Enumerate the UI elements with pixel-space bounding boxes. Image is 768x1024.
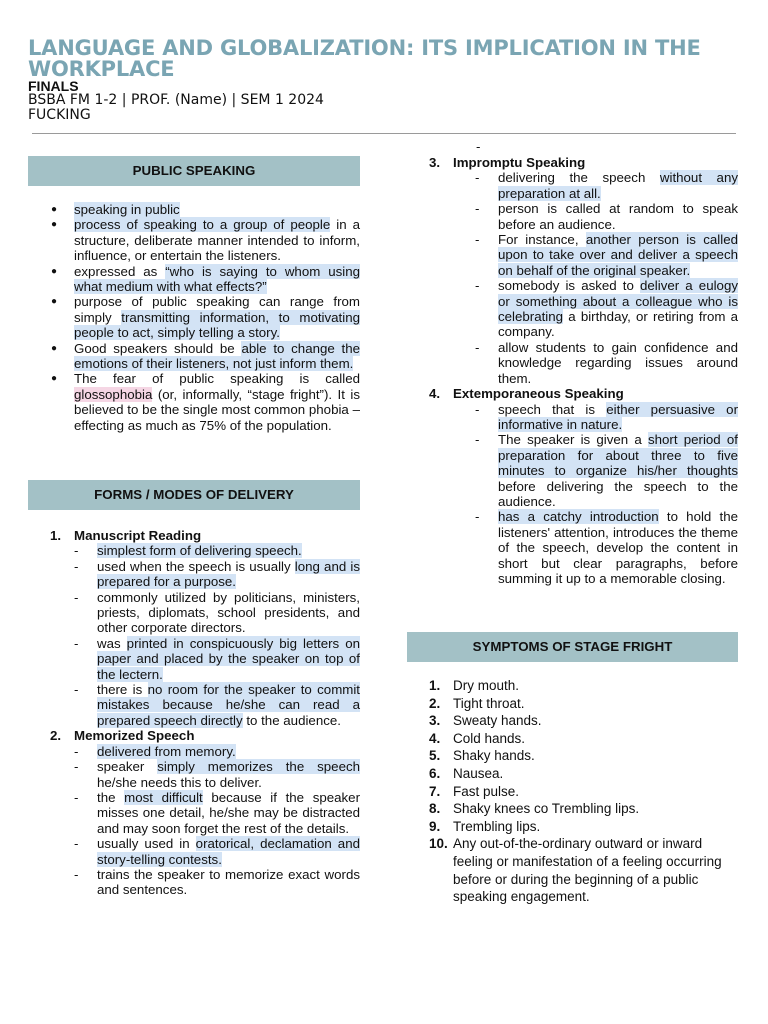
list-item: 7. Fast pulse. bbox=[429, 783, 520, 799]
list-item: 4. Cold hands. bbox=[429, 730, 526, 746]
sub-item: - commonly utilized by politicians, ministers, priests, diplomats, school presidents, and other corporate directors. bbox=[51, 590, 360, 636]
course-info: BSBA FM 1-2 | PROF. (Name) | SEM 1 2024 bbox=[28, 92, 324, 108]
sub-item: - speaker simply memorizes the speech he/she needs this to deliver. bbox=[51, 759, 360, 790]
list-item-manuscript-reading: 1. Manuscript Reading - simplest form of delivering speech. - used when the speech is usually long and is prepared for a purpose. - commonly utilized by politicians, ministers, priests, diplomats, school presidents, and other corporate directors. - was printed in conspicuously big letters on paper and placed by the speaker on top of the lectern. - there is no room for the speaker to commit mistakes because he/she can read a prepared speech directly to the audience. bbox=[28, 528, 360, 728]
list-item: ● The fear of public speaking is called glossophobia (or, informally, “stage fright”). It is believed to be the single most common phobia – effecting as much as 75% of the population. bbox=[28, 371, 360, 433]
sub-item: - person is called at random to speak before an audience. bbox=[452, 201, 738, 232]
list-item: ● purpose of public speaking can range from simply transmitting information, to motivating people to act, simply telling a story. bbox=[28, 294, 360, 340]
sub-item: - delivered from memory. bbox=[51, 744, 360, 759]
sub-item: - speech that is either persuasive or informative in nature. bbox=[452, 402, 738, 433]
section-header-forms-of-delivery: FORMS / MODES OF DELIVERY bbox=[28, 480, 360, 510]
stray-dash: - bbox=[476, 139, 481, 154]
sub-item: - somebody is asked to deliver a eulogy or something about a colleague who is celebrating a birthday, or retiring from a company. bbox=[452, 278, 738, 340]
sub-item: - allow students to gain confidence and knowledge regarding issues around them. bbox=[452, 340, 738, 386]
list-item: 3. Sweaty hands. bbox=[429, 713, 542, 729]
sub-item: - has a catchy introduction to hold the listeners' attention, introduces the theme of the speech, develop the content in short but clear paragraphs, before summing it up to a memorable closing. bbox=[452, 509, 738, 586]
impromptu-sublist bbox=[452, 170, 738, 386]
list-item: 1. Dry mouth. bbox=[429, 678, 520, 693]
sub-item: - simplest form of delivering speech. bbox=[51, 543, 360, 558]
section-header-public-speaking: PUBLIC SPEAKING bbox=[28, 156, 360, 186]
sub-item: - there is no room for the speaker to commit mistakes because he/she can read a prepared speech directly to the audience. bbox=[51, 682, 360, 728]
list-item: ● speaking in public bbox=[28, 202, 360, 217]
item-title: Impromptu Speaking bbox=[453, 155, 586, 170]
speaking-modes-list bbox=[407, 155, 738, 586]
manuscript-sublist bbox=[51, 543, 360, 728]
exam-label: FINALS bbox=[28, 78, 79, 94]
list-item: 10. Any out-of-the-ordinary outward or inward feeling or manifestation of a feeling occurring before or during the beginning of a public speaking engagement. bbox=[429, 836, 722, 905]
list-item-impromptu-speaking: 3. Impromptu Speaking - delivering the speech without any preparation at all. - person is called at random to speak before an audience. - For instance, another person is called upon to take over and deliver a speech on behalf of the original speaker. - somebody is asked to deliver a eulogy or something about a colleague who is celebrating a birthday, or retiring from a company. - allow students to gain confidence and knowledge regarding issues around them. bbox=[407, 155, 738, 386]
list-item: 5. Shaky hands. bbox=[429, 748, 535, 764]
document-title: LANGUAGE AND GLOBALIZATION: ITS IMPLICATION IN THE WORKPLACE bbox=[28, 36, 701, 81]
list-item: 6. Nausea. bbox=[429, 765, 504, 781]
section-header-symptoms: SYMPTOMS OF STAGE FRIGHT bbox=[407, 632, 738, 662]
item-title: Extemporaneous Speaking bbox=[453, 386, 624, 402]
memorized-sublist bbox=[51, 744, 360, 898]
item-title: Manuscript Reading bbox=[74, 528, 202, 543]
header-divider bbox=[32, 133, 736, 134]
sub-item: - the most difficult because if the speaker misses one detail, he/she may be distracted and may soon forget the rest of the details. bbox=[51, 790, 360, 836]
list-item-memorized-speech: 2. Memorized Speech - delivered from memory. - speaker simply memorizes the speech he/she needs this to deliver. - the most difficult because if the speaker misses one detail, he/she may be distracted and may soon forget the rest of the details. - usually used in oratorical, declamation and story-telling contests. - trains the speaker to memorize exact words and sentences. bbox=[28, 728, 360, 897]
list-item: ● expressed as “who is saying to whom using what medium with what effects?” bbox=[28, 264, 360, 295]
item-title: Memorized Speech bbox=[74, 728, 195, 744]
header-note: FUCKING bbox=[28, 107, 91, 123]
sub-item: - usually used in oratorical, declamation and story-telling contests. bbox=[51, 836, 360, 867]
list-item: 2. Tight throat. bbox=[429, 695, 525, 711]
symptoms-list bbox=[407, 677, 738, 906]
list-item: ● Good speakers should be able to change the emotions of their listeners, not just inform them. bbox=[28, 341, 360, 372]
list-item: 9. Trembling lips. bbox=[429, 818, 541, 834]
sub-item: - used when the speech is usually long and is prepared for a purpose. bbox=[51, 559, 360, 590]
sub-item: - For instance, another person is called upon to take over and deliver a speech on behalf of the original speaker. bbox=[452, 232, 738, 278]
list-item-extemporaneous-speaking: 4. Extemporaneous Speaking - speech that is either persuasive or informative in nature. - The speaker is given a short period of preparation for about three to five minutes to organize his/her thoughts before delivering the speech to the audience. - has a catchy introduction to hold the listeners' attention, introduces the theme of the speech, develop the content in short but clear paragraphs, before summing it up to a memorable closing. bbox=[407, 386, 738, 586]
sub-item: - was printed in conspicuously big letters on paper and placed by the speaker on top of the lectern. bbox=[51, 636, 360, 682]
sub-item: - delivering the speech without any preparation at all. bbox=[452, 170, 738, 201]
forms-list bbox=[28, 528, 360, 898]
extemporaneous-sublist bbox=[452, 402, 738, 587]
glossophobia-term: glossophobia bbox=[74, 386, 153, 402]
sub-item: - trains the speaker to memorize exact words and sentences. bbox=[51, 867, 360, 898]
list-item: 8. Shaky knees co Trembling lips. bbox=[429, 801, 640, 817]
list-item: ● process of speaking to a group of people in a structure, deliberate manner intended to inform, influence, or entertain the listeners. bbox=[28, 217, 360, 263]
public-speaking-list bbox=[28, 202, 360, 433]
sub-item: - The speaker is given a short period of preparation for about three to five minutes to organize his/her thoughts before delivering the speech to the audience. bbox=[452, 432, 738, 509]
